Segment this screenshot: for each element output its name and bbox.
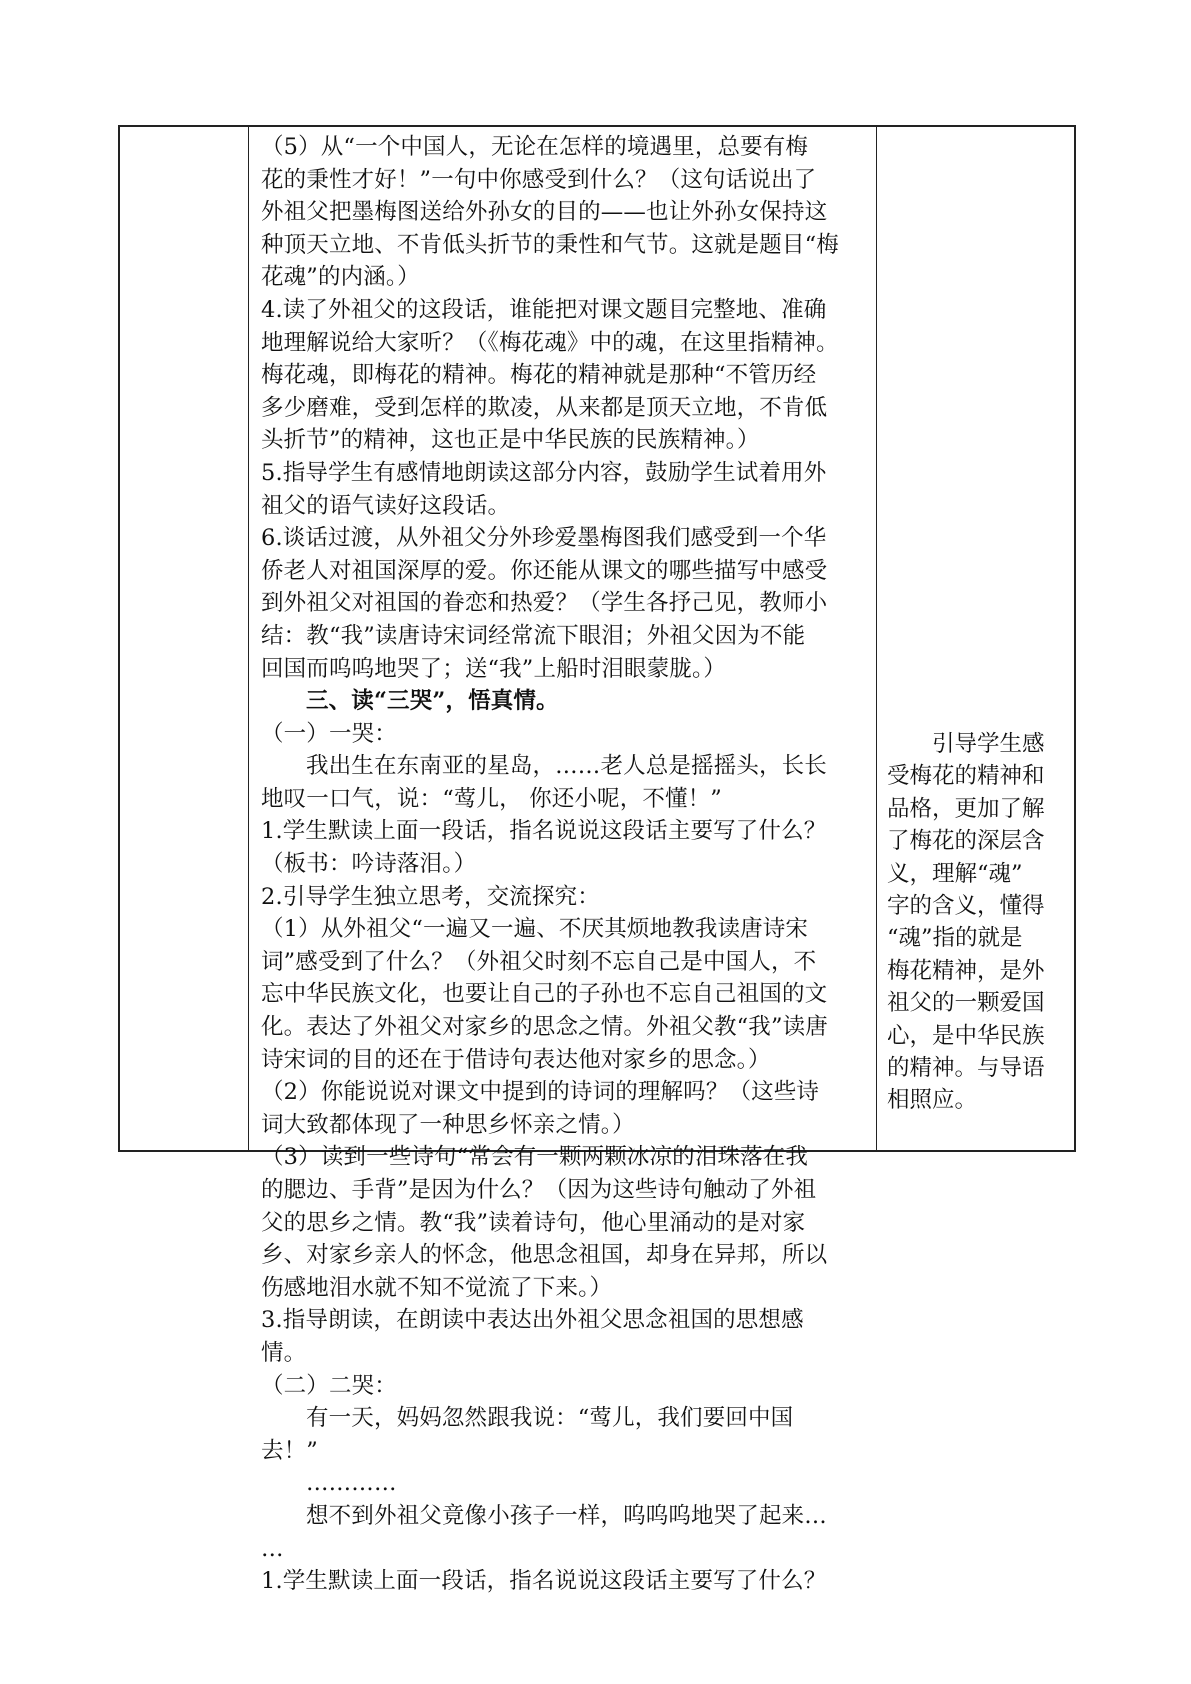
note-line: 了梅花的深层含 bbox=[887, 828, 1045, 855]
text-line: 6.谈话过渡，从外祖父分外珍爱墨梅图我们感受到一个华 bbox=[261, 525, 827, 552]
text-line: 到外祖父对祖国的眷恋和热爱？（学生各抒己见，教师小 bbox=[261, 590, 828, 617]
text-line: 祖父的语气读好这段话。 bbox=[261, 492, 511, 519]
note-line: 心，是中华民族 bbox=[887, 1022, 1045, 1049]
text-line: （3）读到一些诗句“常会有一颗两颗冰凉的泪珠落在我 bbox=[261, 1144, 809, 1171]
text-line: 1.学生默读上面一段话，指名说说这段话主要写了什么？ bbox=[261, 1568, 827, 1595]
text-line: 外祖父把墨梅图送给外孙女的目的——也让外孙女保持这 bbox=[261, 199, 828, 226]
note-line: 祖父的一颗爱国 bbox=[887, 990, 1045, 1017]
text-line: 地叹一口气，说：“莺儿， 你还小呢，不懂！” bbox=[261, 785, 722, 812]
note-line: 字的含义，懂得 bbox=[887, 893, 1045, 920]
text-line: 词”感受到了什么？（外祖父时刻不忘自己是中国人，不 bbox=[261, 948, 817, 975]
note-line: “魂”指的就是 bbox=[887, 925, 1023, 952]
text-line: 化。表达了外祖父对家乡的思念之情。外祖父教“我”读唐 bbox=[261, 1014, 828, 1041]
text-line: 父的思乡之情。教“我”读着诗句，他心里涌动的是对家 bbox=[261, 1209, 806, 1236]
text-line: （2）你能说说对课文中提到的诗词的理解吗？（这些诗 bbox=[261, 1079, 820, 1106]
text-line: 侨老人对祖国深厚的爱。你还能从课文的哪些描写中感受 bbox=[261, 557, 828, 584]
text-line: 多少磨难，受到怎样的欺凌，从来都是顶天立地，不肯低 bbox=[261, 394, 828, 421]
note-line: 引导学生感 bbox=[887, 731, 1045, 757]
note-line: 梅花精神，是外 bbox=[887, 957, 1045, 984]
text-line: 3.指导朗读，在朗读中表达出外祖父思念祖国的思想感 bbox=[261, 1307, 804, 1334]
text-line: 诗宋词的目的还在于借诗句表达他对家乡的思念。） bbox=[261, 1046, 771, 1073]
design-intent-text bbox=[887, 728, 1068, 1117]
section-heading: 三、读“三哭”，悟真情。 bbox=[306, 688, 559, 715]
text-line: 有一天，妈妈忽然跟我说：“莺儿，我们要回中国 bbox=[306, 1405, 794, 1432]
left-column-cell bbox=[120, 127, 249, 1150]
text-line: 的腮边、手背”是因为什么？（因为这些诗句触动了外祖 bbox=[261, 1177, 817, 1203]
text-line: ………… bbox=[306, 1470, 397, 1497]
text-line: 花的秉性才好！”一句中你感受到什么？（这句话说出了 bbox=[261, 166, 817, 193]
text-line: 去！” bbox=[261, 1437, 318, 1464]
lesson-plan-table bbox=[118, 125, 1076, 1595]
text-line: 忘中华民族文化，也要让自己的子孙也不忘自己祖国的文 bbox=[261, 981, 828, 1008]
text-line: 头折节”的精神，这也正是中华民族的民族精神。） bbox=[261, 427, 760, 454]
text-line: 结：教“我”读唐诗宋词经常流下眼泪；外祖父因为不能 bbox=[261, 622, 806, 649]
note-line: 相照应。 bbox=[887, 1087, 978, 1114]
note-line: 义，理解“魂” bbox=[887, 860, 1023, 887]
text-line: （5）从“一个中国人，无论在怎样的境遇里，总要有梅 bbox=[261, 134, 809, 160]
text-line: （1）从外祖父“一遍又一遍、不厌其烦地教我读唐诗宋 bbox=[261, 916, 809, 943]
text-line: 5.指导学生有感情地朗读这部分内容，鼓励学生试着用外 bbox=[261, 459, 827, 486]
text-line: 我出生在东南亚的星岛，……老人总是摇摇头，长长 bbox=[306, 753, 827, 780]
text-line: 种顶天立地、不肯低头折节的秉性和气节。这就是题目“梅 bbox=[261, 231, 839, 258]
design-intent-cell bbox=[877, 127, 1074, 1150]
text-line: 花魂”的内涵。） bbox=[261, 264, 420, 291]
text-line: 词大致都体现了一种思乡怀亲之情。） bbox=[261, 1111, 635, 1138]
text-line: 4.读了外祖父的这段话，谁能把对课文题目完整地、准确 bbox=[261, 296, 827, 323]
note-line: 品格，更加了解 bbox=[887, 795, 1045, 822]
text-line: 回国而呜呜地哭了；送“我”上船时泪眼蒙胧。） bbox=[261, 655, 727, 682]
text-line: 2.引导学生独立思考，交流探究： bbox=[261, 883, 600, 910]
teaching-process-cell bbox=[249, 127, 877, 1595]
text-line: 梅花魂，即梅花的精神。梅花的精神就是那种“不管历经 bbox=[261, 362, 817, 389]
text-line: 情。 bbox=[261, 1339, 307, 1366]
text-line: （板书：吟诗落泪。） bbox=[261, 851, 477, 878]
text-line: 乡、对家乡亲人的怀念，他思念祖国，却身在异邦，所以 bbox=[261, 1242, 828, 1269]
text-line: 地理解说给大家听？（《梅花魂》中的魂，在这里指精神。 bbox=[261, 329, 839, 356]
text-line: 伤感地泪水就不知不觉流了下来。） bbox=[261, 1274, 613, 1301]
text-line: （一）一哭： bbox=[261, 720, 397, 747]
note-line: 的精神。与导语 bbox=[887, 1055, 1045, 1082]
text-line: … bbox=[261, 1535, 284, 1562]
text-line: 想不到外祖父竟像小孩子一样，呜呜呜地哭了起来… bbox=[306, 1502, 827, 1529]
note-line: 受梅花的精神和 bbox=[887, 763, 1045, 790]
text-line: 1.学生默读上面一段话，指名说说这段话主要写了什么？ bbox=[261, 818, 827, 845]
text-line: （二）二哭： bbox=[261, 1372, 397, 1399]
